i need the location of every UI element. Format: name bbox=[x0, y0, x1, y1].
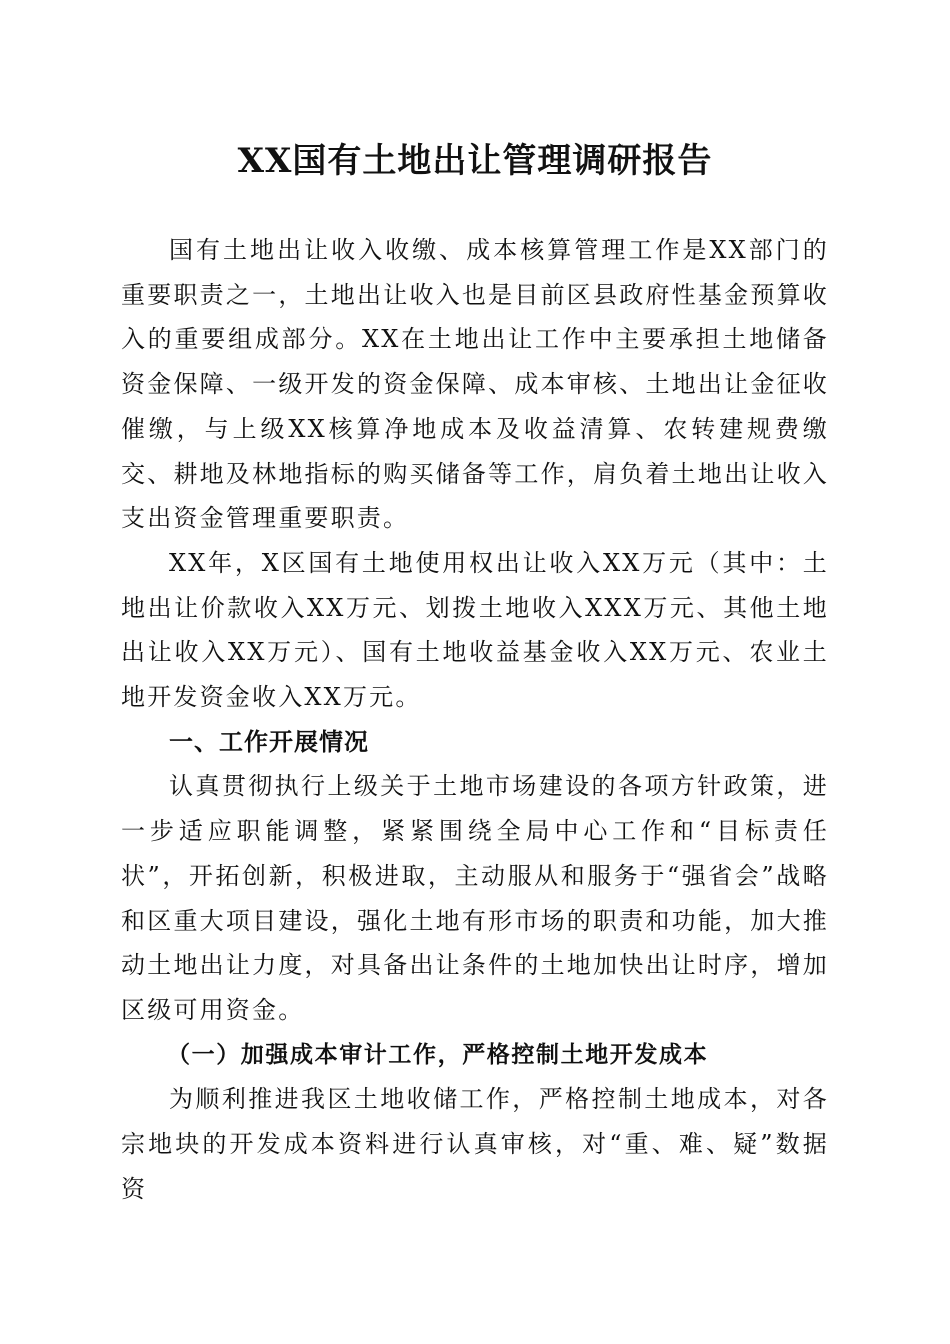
paragraph-cost-control: 为顺利推进我区土地收储工作，严格控制土地成本，对各宗地块的开发成本资料进行认真审核，对“重、难、疑”数据资 bbox=[121, 1085, 829, 1203]
document-title: XX国有土地出让管理调研报告 bbox=[237, 141, 713, 181]
subsection-heading-cost-audit: （一）加强成本审计工作，严格控制土地开发成本 bbox=[167, 1040, 709, 1068]
section-heading-work-progress: 一、工作开展情况 bbox=[169, 727, 369, 756]
paragraph-policy-implementation: 认真贯彻执行上级关于土地市场建设的各项方针政策，进一步适应职能调整，紧紧围绕全局中心工作和“目标责任状”，开拓创新，积极进取，主动服从和服务于“强省会”战略和区重大项目建设，强化土地有形市场的职责和功能，加大推动土地出让力度，对具备出让条件的土地加快出让时序，增加区级可用资金。 bbox=[121, 772, 829, 1024]
paragraph-revenue-figures: XX年，X区国有土地使用权出让收入XX万元（其中：土地出让价款收入XX万元、划拨土地收入XXX万元、其他土地出让收入XX万元）、国有土地收益基金收入XX万元、农业土地开发资金收入XX万元。 bbox=[121, 548, 829, 712]
paragraph-intro-duties: 国有土地出让收入收缴、成本核算管理工作是XX部门的重要职责之一，土地出让收入也是目前区县政府性基金预算收入的重要组成部分。XX在土地出让工作中主要承担土地储备资金保障、一级开发的资金保障、成本审核、土地出让金征收催缴，与上级XX核算净地成本及收益清算、农转建规费缴交、耕地及林地指标的购买储备等工作，肩负着土地出让收入支出资金管理重要职责。 bbox=[121, 236, 829, 533]
document-body bbox=[121, 228, 829, 1211]
